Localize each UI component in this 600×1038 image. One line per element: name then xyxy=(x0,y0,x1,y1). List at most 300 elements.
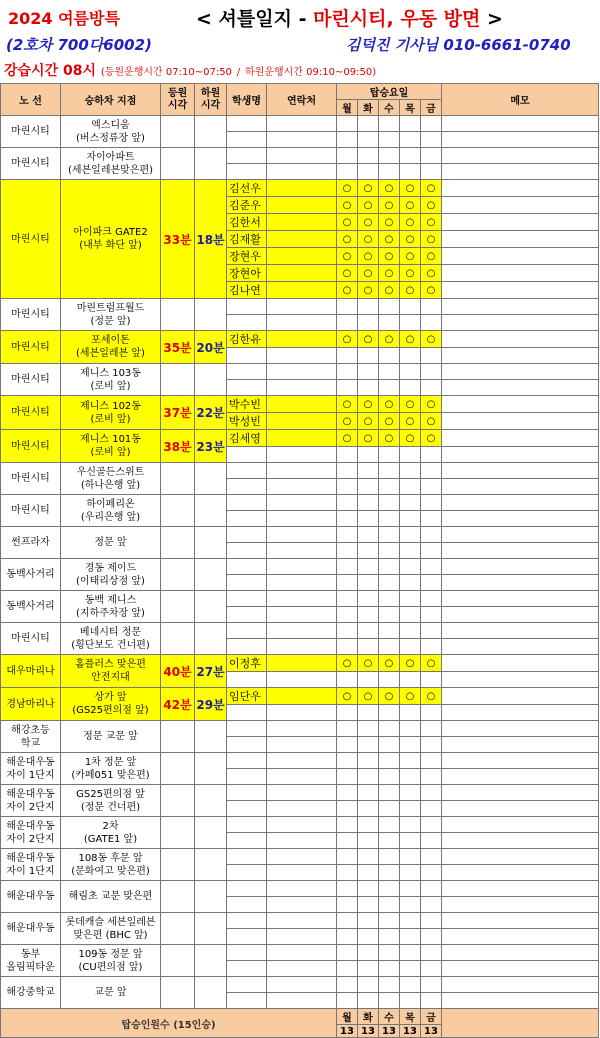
pickup-time xyxy=(161,817,195,849)
student-name xyxy=(227,929,267,945)
ride-day xyxy=(358,607,379,623)
day-fri: 금 xyxy=(421,100,442,116)
table-row xyxy=(1,817,599,833)
ride-day xyxy=(358,672,379,688)
memo-cell xyxy=(442,430,599,447)
student-name xyxy=(227,993,267,1009)
ride-day xyxy=(358,132,379,148)
dropoff-time: 18분 xyxy=(195,180,227,299)
col-student: 학생명 xyxy=(227,84,267,116)
page-title: < 셔틀일지 - 마린시티, 우동 방면 > xyxy=(196,8,503,30)
ride-day xyxy=(379,623,400,639)
memo-cell xyxy=(442,913,599,929)
ride-day xyxy=(379,116,400,132)
student-name: 김나연 xyxy=(227,282,267,299)
ride-day: ○ xyxy=(400,413,421,430)
ride-day xyxy=(337,639,358,655)
ride-day: ○ xyxy=(379,214,400,231)
ride-day xyxy=(337,977,358,993)
ride-day xyxy=(358,559,379,575)
pickup-time xyxy=(161,591,195,623)
ride-day: ○ xyxy=(400,688,421,705)
driver-info: 김덕진 기사님 010-6661-0740 xyxy=(346,36,571,54)
contact-cell xyxy=(267,913,337,929)
ride-day xyxy=(337,785,358,801)
ride-day: ○ xyxy=(400,282,421,299)
memo-cell xyxy=(442,164,599,180)
route-cell: 마린시티 xyxy=(1,148,61,180)
student-name xyxy=(227,575,267,591)
contact-cell xyxy=(267,801,337,817)
contact-cell xyxy=(267,495,337,511)
col-route: 노 선 xyxy=(1,84,61,116)
memo-cell xyxy=(442,396,599,413)
ride-day xyxy=(337,623,358,639)
footer-count: 13 xyxy=(337,1025,358,1038)
student-name xyxy=(227,945,267,961)
ride-day xyxy=(400,591,421,607)
ride-day xyxy=(358,769,379,785)
ride-day xyxy=(421,380,442,396)
route-cell: 동백사거리 xyxy=(1,559,61,591)
student-name xyxy=(227,833,267,849)
student-name xyxy=(227,769,267,785)
dropoff-time xyxy=(195,623,227,655)
student-name xyxy=(227,785,267,801)
pickup-time xyxy=(161,623,195,655)
pickup-time: 33분 xyxy=(161,180,195,299)
ride-day xyxy=(337,705,358,721)
contact-cell xyxy=(267,447,337,463)
ride-day xyxy=(400,164,421,180)
contact-cell xyxy=(267,282,337,299)
table-row xyxy=(1,977,599,993)
dropoff-time: 22분 xyxy=(195,396,227,430)
student-name xyxy=(227,753,267,769)
ride-day xyxy=(400,865,421,881)
ride-day xyxy=(358,164,379,180)
contact-cell xyxy=(267,575,337,591)
ride-day: ○ xyxy=(421,413,442,430)
contact-cell xyxy=(267,672,337,688)
ride-day xyxy=(400,463,421,479)
ride-day xyxy=(337,527,358,543)
ride-day xyxy=(358,977,379,993)
memo-cell xyxy=(442,591,599,607)
ride-day xyxy=(379,527,400,543)
ride-day: ○ xyxy=(337,282,358,299)
ride-day xyxy=(400,116,421,132)
memo-cell xyxy=(442,929,599,945)
contact-cell xyxy=(267,623,337,639)
contact-cell xyxy=(267,607,337,623)
pickup-time xyxy=(161,849,195,881)
ride-day xyxy=(400,511,421,527)
ride-day xyxy=(400,495,421,511)
day-wed: 수 xyxy=(379,100,400,116)
ride-day xyxy=(358,299,379,315)
ride-day xyxy=(421,463,442,479)
table-row xyxy=(1,945,599,961)
ride-day xyxy=(400,148,421,164)
contact-cell xyxy=(267,116,337,132)
ride-day xyxy=(379,737,400,753)
memo-cell xyxy=(442,380,599,396)
ride-day xyxy=(421,672,442,688)
pickup-time xyxy=(161,753,195,785)
ride-day xyxy=(358,833,379,849)
stop-cell: 동백 제니스 (지하주차장 앞) xyxy=(61,591,161,623)
ride-day xyxy=(358,961,379,977)
stop-cell: 제니스 101동 (로비 앞) xyxy=(61,430,161,463)
memo-cell xyxy=(442,801,599,817)
ride-day xyxy=(337,881,358,897)
ride-day xyxy=(421,817,442,833)
memo-cell xyxy=(442,623,599,639)
memo-cell xyxy=(442,479,599,495)
student-name xyxy=(227,132,267,148)
ride-day: ○ xyxy=(421,396,442,413)
day-tue: 화 xyxy=(358,100,379,116)
ride-day xyxy=(400,132,421,148)
ride-day xyxy=(400,849,421,865)
ride-day xyxy=(400,559,421,575)
ride-day xyxy=(337,945,358,961)
ride-day: ○ xyxy=(358,180,379,197)
student-name: 김재활 xyxy=(227,231,267,248)
ride-day xyxy=(379,945,400,961)
contact-cell xyxy=(267,591,337,607)
dropoff-time: 23분 xyxy=(195,430,227,463)
col-contact: 연락처 xyxy=(267,84,337,116)
ride-day xyxy=(400,913,421,929)
student-name xyxy=(227,881,267,897)
table-row xyxy=(1,655,599,672)
ride-day xyxy=(400,929,421,945)
memo-cell xyxy=(442,705,599,721)
ride-day xyxy=(421,364,442,380)
ride-day xyxy=(337,993,358,1009)
ride-day xyxy=(421,897,442,913)
ride-day xyxy=(358,527,379,543)
stop-cell: 우신골든스위트 (하나은행 앞) xyxy=(61,463,161,495)
dropoff-time: 20분 xyxy=(195,331,227,364)
contact-cell xyxy=(267,977,337,993)
ride-day: ○ xyxy=(337,655,358,672)
ride-day xyxy=(358,721,379,737)
route-cell: 대우마리나 xyxy=(1,655,61,688)
memo-cell xyxy=(442,817,599,833)
ride-day: ○ xyxy=(400,180,421,197)
memo-cell xyxy=(442,769,599,785)
col-days: 탑승요일 xyxy=(337,84,442,100)
memo-cell xyxy=(442,575,599,591)
ride-day xyxy=(421,769,442,785)
ride-day xyxy=(379,705,400,721)
ride-day xyxy=(421,639,442,655)
ride-day xyxy=(337,817,358,833)
ride-day xyxy=(379,817,400,833)
memo-cell xyxy=(442,348,599,364)
footer-count: 13 xyxy=(421,1025,442,1038)
memo-cell xyxy=(442,282,599,299)
student-name xyxy=(227,977,267,993)
ride-day xyxy=(400,543,421,559)
ride-day xyxy=(379,591,400,607)
ride-day: ○ xyxy=(379,688,400,705)
dropoff-time xyxy=(195,849,227,881)
ride-day xyxy=(358,865,379,881)
student-name xyxy=(227,348,267,364)
dropoff-time xyxy=(195,148,227,180)
ride-day xyxy=(400,737,421,753)
stop-cell: 마린트럼프월드 (정문 앞) xyxy=(61,299,161,331)
ride-day: ○ xyxy=(379,282,400,299)
memo-cell xyxy=(442,511,599,527)
col-pickup: 등원 시각 xyxy=(161,84,195,116)
ride-day: ○ xyxy=(379,430,400,447)
stop-cell: 베네시티 정문 (횡단보도 건너편) xyxy=(61,623,161,655)
student-name: 장현아 xyxy=(227,265,267,282)
memo-cell xyxy=(442,197,599,214)
ride-day xyxy=(379,607,400,623)
student-name: 김세영 xyxy=(227,430,267,447)
day-thu: 목 xyxy=(400,100,421,116)
stop-cell: 롯데캐슬 세븐일레븐 맞은편 (BHC 앞) xyxy=(61,913,161,945)
table-row xyxy=(1,785,599,801)
memo-cell xyxy=(442,688,599,705)
memo-cell xyxy=(442,331,599,348)
memo-cell xyxy=(442,881,599,897)
ride-day xyxy=(421,559,442,575)
contact-cell xyxy=(267,543,337,559)
ride-day xyxy=(379,132,400,148)
ride-day: ○ xyxy=(400,430,421,447)
col-memo: 메모 xyxy=(442,84,599,116)
contact-cell xyxy=(267,929,337,945)
ride-day xyxy=(379,993,400,1009)
ride-day xyxy=(400,801,421,817)
table-row xyxy=(1,430,599,447)
student-name xyxy=(227,543,267,559)
stop-cell: 포세이돈 (세븐일레븐 앞) xyxy=(61,331,161,364)
contact-cell xyxy=(267,881,337,897)
ride-day xyxy=(358,479,379,495)
student-name: 김선우 xyxy=(227,180,267,197)
student-name xyxy=(227,299,267,315)
memo-cell xyxy=(442,721,599,737)
contact-cell xyxy=(267,396,337,413)
pickup-time xyxy=(161,785,195,817)
dropoff-time xyxy=(195,977,227,1009)
student-name: 박성빈 xyxy=(227,413,267,430)
ride-day: ○ xyxy=(358,282,379,299)
ride-day xyxy=(400,364,421,380)
ride-day xyxy=(358,801,379,817)
ride-day xyxy=(400,721,421,737)
route-cell: 마린시티 xyxy=(1,116,61,148)
memo-cell xyxy=(442,993,599,1009)
memo-cell xyxy=(442,231,599,248)
ride-day xyxy=(358,881,379,897)
ride-day xyxy=(358,913,379,929)
contact-cell xyxy=(267,527,337,543)
ride-day: ○ xyxy=(358,413,379,430)
footer-day: 목 xyxy=(400,1009,421,1025)
student-name xyxy=(227,607,267,623)
pickup-time xyxy=(161,945,195,977)
pickup-time xyxy=(161,364,195,396)
ride-day xyxy=(358,737,379,753)
route-cell: 마린시티 xyxy=(1,331,61,364)
ride-day xyxy=(400,348,421,364)
stop-cell: 2차 (GATE1 앞) xyxy=(61,817,161,849)
student-name xyxy=(227,961,267,977)
ride-day xyxy=(400,380,421,396)
footer-count: 13 xyxy=(400,1025,421,1038)
ride-day xyxy=(421,607,442,623)
contact-cell xyxy=(267,753,337,769)
ride-day: ○ xyxy=(337,688,358,705)
ride-day xyxy=(337,849,358,865)
student-name xyxy=(227,380,267,396)
dropoff-time xyxy=(195,721,227,753)
contact-cell xyxy=(267,511,337,527)
ride-day xyxy=(337,116,358,132)
stop-cell: 상가 앞 (GS25편의점 앞) xyxy=(61,688,161,721)
student-name xyxy=(227,639,267,655)
ride-day: ○ xyxy=(337,214,358,231)
memo-cell xyxy=(442,116,599,132)
ride-day xyxy=(421,737,442,753)
route-cell: 마린시티 xyxy=(1,430,61,463)
stop-cell: GS25편의점 앞 (정문 건너편) xyxy=(61,785,161,817)
ride-day xyxy=(358,817,379,833)
contact-cell xyxy=(267,961,337,977)
memo-cell xyxy=(442,148,599,164)
table-row xyxy=(1,591,599,607)
ride-day xyxy=(379,348,400,364)
ride-day xyxy=(358,364,379,380)
contact-cell xyxy=(267,865,337,881)
ride-day: ○ xyxy=(400,396,421,413)
dropoff-time xyxy=(195,364,227,396)
ride-day xyxy=(400,672,421,688)
table-row xyxy=(1,881,599,897)
contact-cell xyxy=(267,849,337,865)
ride-day xyxy=(337,929,358,945)
student-name xyxy=(227,527,267,543)
ride-day xyxy=(379,897,400,913)
ride-day xyxy=(400,607,421,623)
ride-day xyxy=(421,753,442,769)
ride-day xyxy=(421,961,442,977)
ride-day xyxy=(337,543,358,559)
ride-day xyxy=(337,575,358,591)
memo-cell xyxy=(442,849,599,865)
contact-cell xyxy=(267,348,337,364)
ride-day: ○ xyxy=(421,265,442,282)
contact-cell xyxy=(267,785,337,801)
table-row xyxy=(1,527,599,543)
table-row xyxy=(1,753,599,769)
student-name xyxy=(227,511,267,527)
route-cell: 해강중학교 xyxy=(1,977,61,1009)
ride-day xyxy=(379,511,400,527)
memo-cell xyxy=(442,559,599,575)
route-cell: 동부 올림픽타운 xyxy=(1,945,61,977)
footer-count: 13 xyxy=(358,1025,379,1038)
ride-day xyxy=(337,447,358,463)
ride-day xyxy=(358,929,379,945)
route-cell: 해운대우동 자이 2단지 xyxy=(1,817,61,849)
student-name xyxy=(227,849,267,865)
ride-day xyxy=(421,881,442,897)
ride-day xyxy=(358,623,379,639)
contact-cell xyxy=(267,655,337,672)
memo-cell xyxy=(442,753,599,769)
ride-day xyxy=(379,769,400,785)
ride-day: ○ xyxy=(379,197,400,214)
pickup-time: 42분 xyxy=(161,688,195,721)
ride-day xyxy=(337,672,358,688)
ride-day: ○ xyxy=(379,265,400,282)
ride-day xyxy=(379,495,400,511)
ride-day xyxy=(379,164,400,180)
pickup-time xyxy=(161,116,195,148)
ride-day xyxy=(358,511,379,527)
ride-day xyxy=(400,961,421,977)
dropoff-time xyxy=(195,495,227,527)
ride-day xyxy=(421,511,442,527)
ride-day: ○ xyxy=(421,248,442,265)
ride-day xyxy=(358,639,379,655)
student-name xyxy=(227,463,267,479)
table-row xyxy=(1,364,599,380)
student-name xyxy=(227,672,267,688)
student-name xyxy=(227,705,267,721)
contact-cell xyxy=(267,197,337,214)
table-row xyxy=(1,623,599,639)
contact-cell xyxy=(267,265,337,282)
footer-count: 13 xyxy=(379,1025,400,1038)
memo-cell xyxy=(442,527,599,543)
stop-cell: 경동 제이드 (이태리상점 앞) xyxy=(61,559,161,591)
student-name: 김한유 xyxy=(227,331,267,348)
ride-day xyxy=(337,865,358,881)
ride-day xyxy=(400,639,421,655)
student-name xyxy=(227,897,267,913)
contact-cell xyxy=(267,817,337,833)
pickup-time: 37분 xyxy=(161,396,195,430)
ride-day xyxy=(358,945,379,961)
dropoff-time xyxy=(195,116,227,148)
stop-cell: 1차 정문 앞 (카페051 맞은편) xyxy=(61,753,161,785)
ride-day xyxy=(400,785,421,801)
vehicle-info: (2호차 700다6002) xyxy=(6,36,152,54)
table-row xyxy=(1,299,599,315)
ride-day: ○ xyxy=(379,413,400,430)
ride-day xyxy=(400,881,421,897)
ride-day xyxy=(379,639,400,655)
route-cell: 동백사거리 xyxy=(1,591,61,623)
pickup-time xyxy=(161,148,195,180)
route-cell: 마린시티 xyxy=(1,623,61,655)
table-row xyxy=(1,495,599,511)
footer-day: 월 xyxy=(337,1009,358,1025)
contact-cell xyxy=(267,248,337,265)
table-row xyxy=(1,688,599,705)
